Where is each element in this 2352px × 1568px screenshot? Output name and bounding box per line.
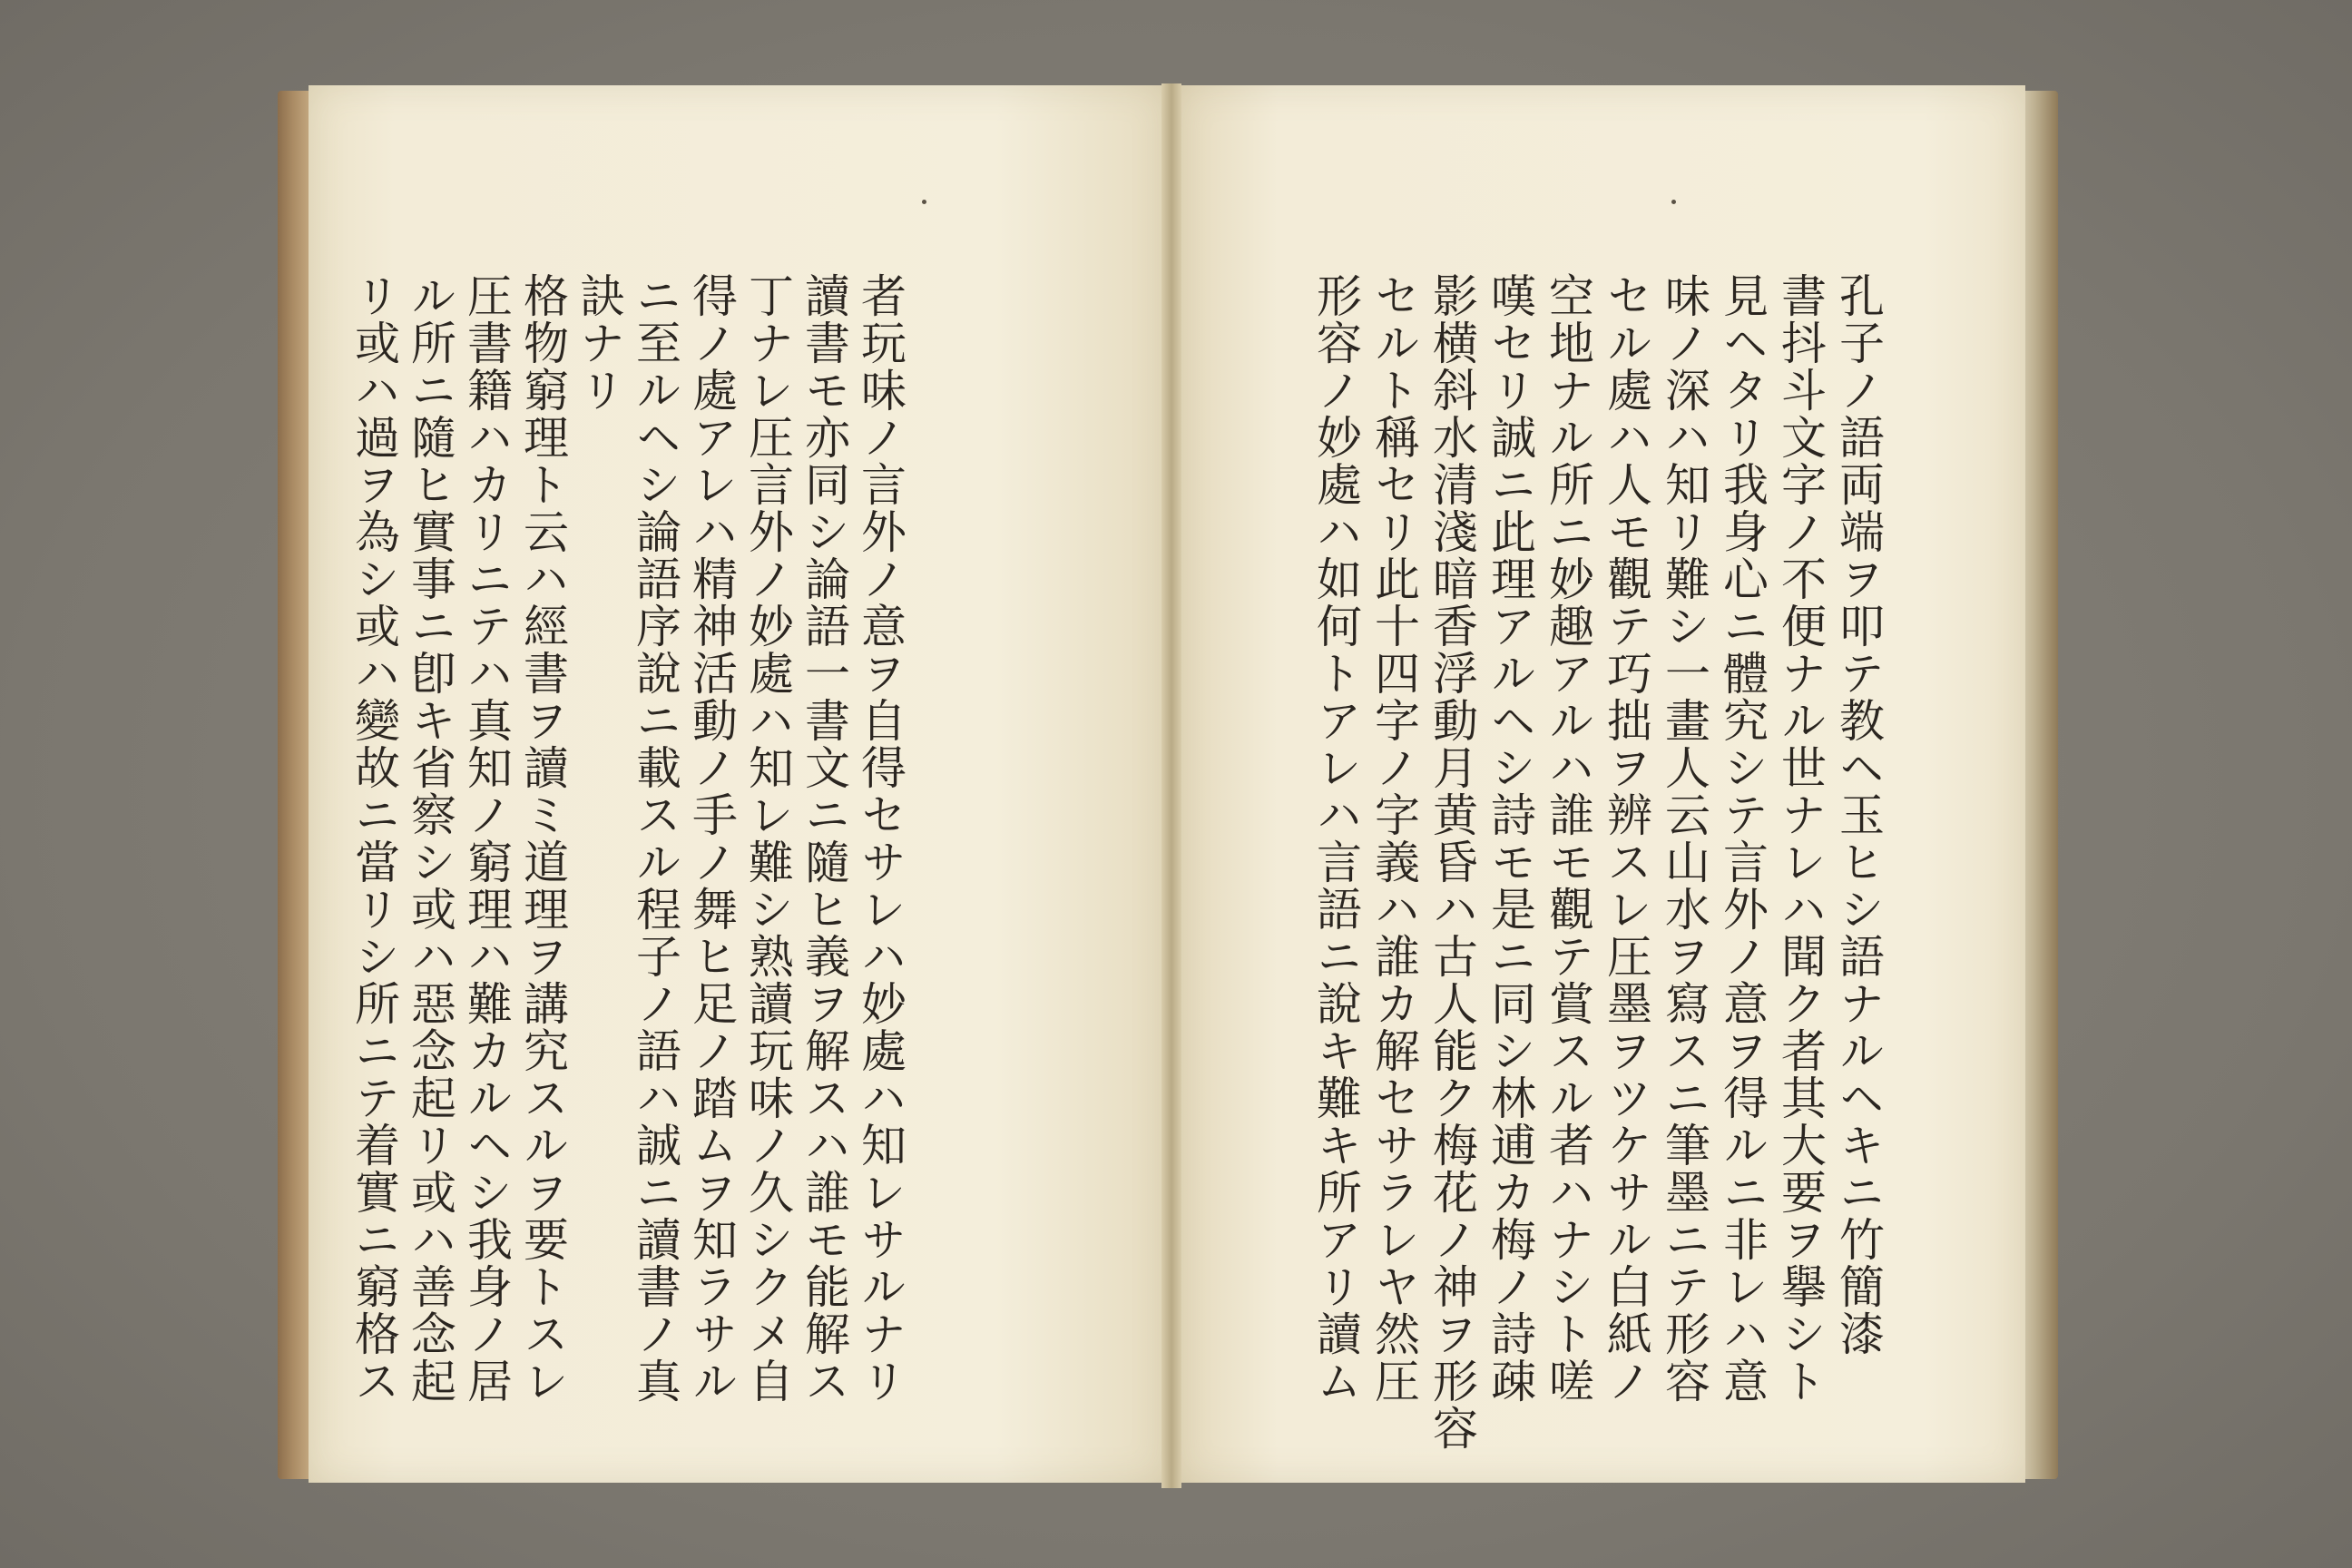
text-column: セルト稱セリ此十四字ノ字義ハ誰カ解セサラレヤ然圧 <box>1367 272 1420 1405</box>
text-column: 得ノ處アレハ精神活動ノ手ノ舞ヒ足ノ踏ムヲ知ラサル <box>685 272 738 1405</box>
right-page-text <box>1287 272 1886 1452</box>
text-column: 味ノ深ハ知リ難シ一畫人云山水ヲ寫スニ筆墨ニテ形容 <box>1658 272 1710 1405</box>
text-column: 丁ナレ圧言外ノ妙處ハ知レ難シ熟讀玩味ノ久シクメ自 <box>741 272 794 1405</box>
text-column: セル處ハ人モ觀テ巧拙ヲ辨スレ圧墨ヲツケサル白紙ノ <box>1600 272 1652 1405</box>
text-column: 書抖斗文字ノ不便ナル世ナレハ聞ク者其大要ヲ擧シト <box>1774 272 1827 1405</box>
text-column: 影横斜水清淺暗香浮動月黄昏ハ古人能ク梅花ノ神ヲ形容 <box>1426 272 1478 1452</box>
left-page-text <box>336 272 907 1405</box>
text-column: 空地ナル所ニ妙趣アルハ誰モ觀テ賞スル者ハナシト嗟 <box>1542 272 1594 1405</box>
page-mark-right <box>1671 200 1676 204</box>
book-gutter <box>1161 83 1181 1488</box>
text-column: 形容ノ妙處ハ如何トアレハ言語ニ說キ難キ所アリ讀ム <box>1309 272 1362 1405</box>
page-mark-left <box>922 200 926 204</box>
text-column: 孔子ノ語両端ヲ叩テ教ヘ玉ヒシ語ナルヘキニ竹簡漆 <box>1832 272 1885 1357</box>
text-column: 見ヘタリ我身心ニ體究シテ言外ノ意ヲ得ルニ非レハ意 <box>1716 272 1769 1405</box>
text-column: 嘆セリ誠ニ此理アルヘシ詩モ是ニ同シ林逋カ梅ノ詩疎 <box>1484 272 1536 1405</box>
text-column: リ或ハ過ヲ為シ或ハ變故ニ當リシ所ニテ着實ニ窮格ス <box>348 272 400 1405</box>
text-column: 訣ナリ <box>573 272 625 414</box>
text-column: 圧書籍ハカリニテハ真知ノ窮理ハ難カルヘシ我身ノ居 <box>460 272 513 1405</box>
text-column: 讀書モ亦同シ論語一書文ニ隨ヒ義ヲ解スハ誰モ能解ス <box>798 272 850 1405</box>
text-column: 格物窮理ト云ハ經書ヲ讀ミ道理ヲ講究スルヲ要トスレ <box>516 272 569 1405</box>
text-column: ニ至ルヘシ論語序說ニ載スル程子ノ語ハ誠ニ讀書ノ真 <box>629 272 681 1405</box>
text-column: ル所ニ隨ヒ實事ニ卽キ省察シ或ハ惡念起リ或ハ善念起 <box>404 272 456 1405</box>
text-column: 者玩味ノ言外ノ意ヲ自得セサレハ妙處ハ知レサルナリ <box>854 272 906 1405</box>
